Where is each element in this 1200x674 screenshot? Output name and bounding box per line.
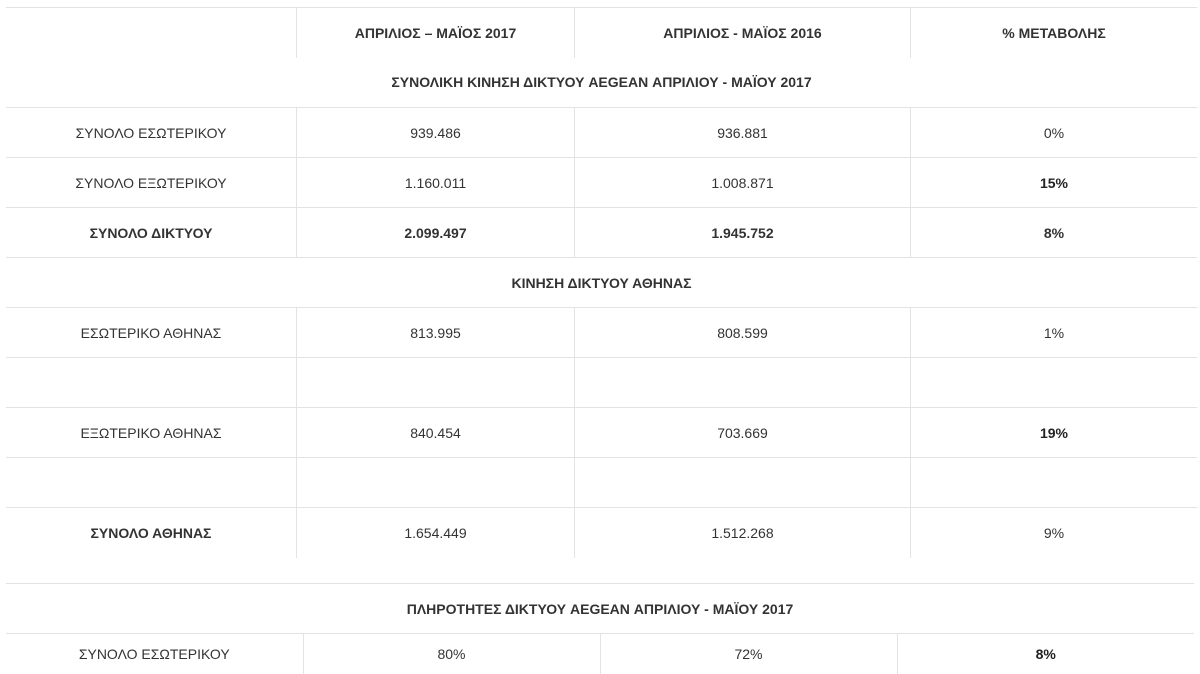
value-2016: 1.945.752: [575, 208, 911, 258]
table-row-total: [6, 508, 1197, 558]
table-row: [6, 108, 1197, 158]
section-row-athens: [6, 258, 1197, 308]
value-2017: 1.654.449: [297, 508, 575, 558]
table-row-empty: [6, 458, 1197, 508]
value-2016: 808.599: [575, 308, 911, 358]
table-row: [6, 158, 1197, 208]
value-2016: 1.008.871: [575, 158, 911, 208]
header-change: % ΜΕΤΑΒΟΛΗΣ: [911, 8, 1198, 58]
value-2017: 840.454: [297, 408, 575, 458]
header-2016: ΑΠΡΙΛΙΟΣ - ΜΑΪΟΣ 2016: [575, 8, 911, 58]
row-label: ΣΥΝΟΛΟ ΕΞΩΤΕΡΙΚΟΥ: [6, 158, 297, 208]
row-label: ΕΣΩΤΕΡΙΚΟ ΑΘΗΝΑΣ: [6, 308, 297, 358]
section-row-load: [6, 584, 1194, 634]
value-2017: 813.995: [297, 308, 575, 358]
section-title-load: ΠΛΗΡΟΤΗΤΕΣ ΔΙΚΤΥΟΥ AEGEAN ΑΠΡΙΛΙΟΥ - ΜΑΪΟΥ 2017: [6, 584, 1194, 634]
value-2017: 939.486: [297, 108, 575, 158]
value-change: 8%: [897, 634, 1194, 674]
value-2016: 936.881: [575, 108, 911, 158]
row-label: ΣΥΝΟΛΟ ΕΣΩΤΕΡΙΚΟΥ: [6, 108, 297, 158]
value-2017: 2.099.497: [297, 208, 575, 258]
row-label: ΣΥΝΟΛΟ ΑΘΗΝΑΣ: [90, 524, 212, 541]
value-change: 9%: [911, 508, 1198, 558]
table-row: [6, 308, 1197, 358]
row-label: ΕΞΩΤΕΡΙΚΟ ΑΘΗΝΑΣ: [6, 408, 297, 458]
row-label: ΣΥΝΟΛΟ ΕΣΩΤΕΡΙΚΟΥ: [78, 645, 230, 662]
value-change: 1%: [911, 308, 1198, 358]
row-label: ΣΥΝΟΛΟ ΔΙΚΤΥΟΥ: [6, 208, 297, 258]
traffic-table: [6, 7, 1197, 558]
value-2017: 80%: [303, 634, 600, 674]
value-change: 0%: [911, 108, 1198, 158]
header-empty-cell: [6, 8, 297, 58]
value-change: 19%: [911, 408, 1198, 458]
section-title-network: ΣΥΝΟΛΙΚΗ ΚΙΝΗΣΗ ΔΙΚΤΥΟΥ AEGEAN ΑΠΡΙΛΙΟΥ - ΜΑΪΟΥ 2017: [6, 58, 1197, 108]
table-row-total: [6, 208, 1197, 258]
section-title-athens: ΚΙΝΗΣΗ ΔΙΚΤΥΟΥ ΑΘΗΝΑΣ: [6, 258, 1197, 308]
value-change: 8%: [911, 208, 1198, 258]
table-row-empty: [6, 358, 1197, 408]
value-2016: 72%: [600, 634, 897, 674]
header-2017: ΑΠΡΙΛΙΟΣ – ΜΑΪΟΣ 2017: [297, 8, 575, 58]
header-row: [6, 8, 1197, 58]
value-2017: 1.160.011: [297, 158, 575, 208]
value-2016: 703.669: [575, 408, 911, 458]
value-2016: 1.512.268: [575, 508, 911, 558]
value-change: 15%: [911, 158, 1198, 208]
table-row: [6, 408, 1197, 458]
section-row-network: [6, 58, 1197, 108]
table-row: [6, 634, 1194, 674]
